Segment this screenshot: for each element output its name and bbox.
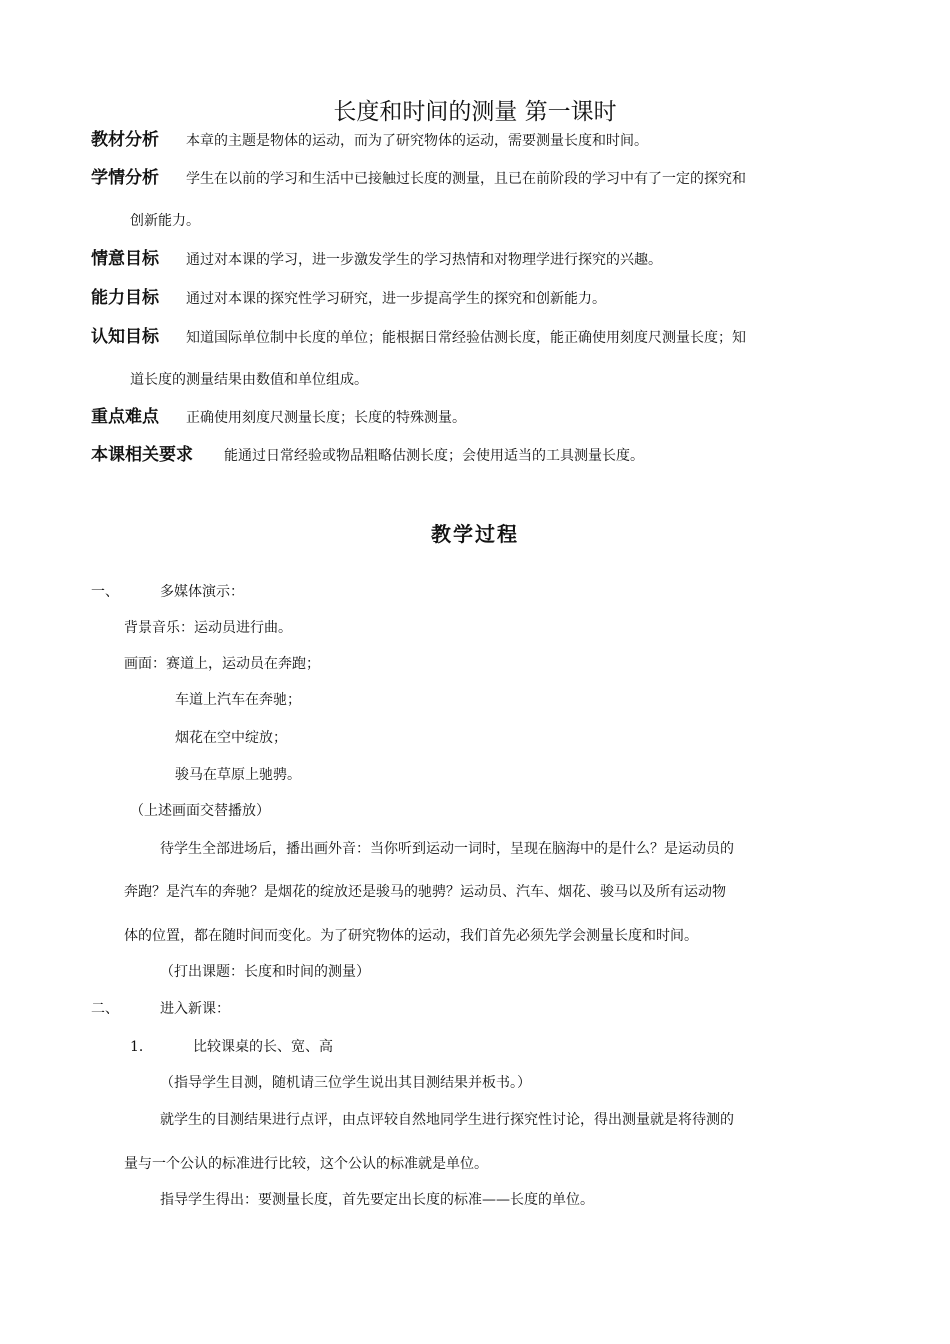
paragraph-3: 指导学生得出：要测量长度，首先要定出长度的标准——长度的单位。 bbox=[160, 1192, 594, 1208]
analysis-text-textbook: 本章的主题是物体的运动，而为了研究物体的运动，需要测量长度和时间。 bbox=[186, 133, 648, 149]
paragraph-1-line-2: 奔跑？是汽车的奔驰？是烟花的绽放还是骏马的驰骋？运动员、汽车、烟花、骏马以及所有运动物 bbox=[124, 884, 726, 900]
process-heading: 教学过程 bbox=[431, 522, 519, 546]
item-1-number: 1． bbox=[130, 1039, 153, 1055]
analysis-text-affective: 通过对本课的学习，进一步激发学生的学习热情和对物理学进行探究的兴趣。 bbox=[186, 252, 662, 268]
analysis-text-keypoints: 正确使用刻度尺测量长度；长度的特殊测量。 bbox=[186, 410, 466, 426]
paragraph-2-line-2: 量与一个公认的标准进行比较，这个公认的标准就是单位。 bbox=[124, 1156, 488, 1172]
scene-line-1: 画面：赛道上，运动员在奔跑； bbox=[124, 656, 320, 672]
background-music-line: 背景音乐：运动员进行曲。 bbox=[124, 620, 292, 636]
scene-line-4: 骏马在草原上驰骋。 bbox=[175, 767, 301, 783]
section-1-number: 一、 bbox=[91, 584, 119, 600]
analysis-text-requirements: 能通过日常经验或物品粗略估测长度；会使用适当的工具测量长度。 bbox=[224, 448, 644, 464]
item-1-title: 比较课桌的长、宽、高 bbox=[193, 1039, 333, 1055]
analysis-text-ability: 通过对本课的探究性学习研究，进一步提高学生的探究和创新能力。 bbox=[186, 291, 606, 307]
note-estimation: （指导学生目测，随机请三位学生说出其目测结果并板书。） bbox=[160, 1075, 531, 1091]
paragraph-1-line-1: 待学生全部进场后，播出画外音：当你听到运动一词时，呈现在脑海中的是什么？是运动员的 bbox=[160, 841, 734, 857]
section-2-number: 二、 bbox=[91, 1001, 119, 1017]
analysis-text-students-cont: 创新能力。 bbox=[130, 213, 200, 229]
analysis-label-ability: 能力目标 bbox=[91, 288, 159, 308]
note-alternating: （上述画面交替播放） bbox=[130, 803, 270, 819]
document-title: 长度和时间的测量 第一课时 bbox=[333, 99, 617, 125]
analysis-text-cognitive-cont: 道长度的测量结果由数值和单位组成。 bbox=[130, 372, 368, 388]
analysis-label-keypoints: 重点难点 bbox=[91, 407, 159, 427]
paragraph-2-line-1: 就学生的目测结果进行点评，由点评较自然地同学生进行探究性讨论，得出测量就是将待测的 bbox=[160, 1112, 734, 1128]
paragraph-1-line-3: 体的位置，都在随时间而变化。为了研究物体的运动，我们首先必须先学会测量长度和时间。 bbox=[124, 928, 698, 944]
analysis-label-affective: 情意目标 bbox=[91, 249, 159, 269]
analysis-label-students: 学情分析 bbox=[91, 168, 159, 188]
analysis-label-cognitive: 认知目标 bbox=[91, 327, 159, 347]
section-1-title: 多媒体演示： bbox=[160, 584, 244, 600]
scene-line-3: 烟花在空中绽放； bbox=[175, 730, 287, 746]
section-2-title: 进入新课： bbox=[160, 1001, 230, 1017]
analysis-text-cognitive: 知道国际单位制中长度的单位；能根据日常经验估测长度，能正确使用刻度尺测量长度；知 bbox=[186, 330, 746, 346]
analysis-label-textbook: 教材分析 bbox=[91, 130, 159, 150]
note-topic: （打出课题：长度和时间的测量） bbox=[160, 964, 370, 980]
analysis-label-requirements: 本课相关要求 bbox=[91, 445, 193, 465]
scene-line-2: 车道上汽车在奔驰； bbox=[175, 692, 301, 708]
analysis-text-students: 学生在以前的学习和生活中已接触过长度的测量，且已在前阶段的学习中有了一定的探究和 bbox=[186, 171, 746, 187]
